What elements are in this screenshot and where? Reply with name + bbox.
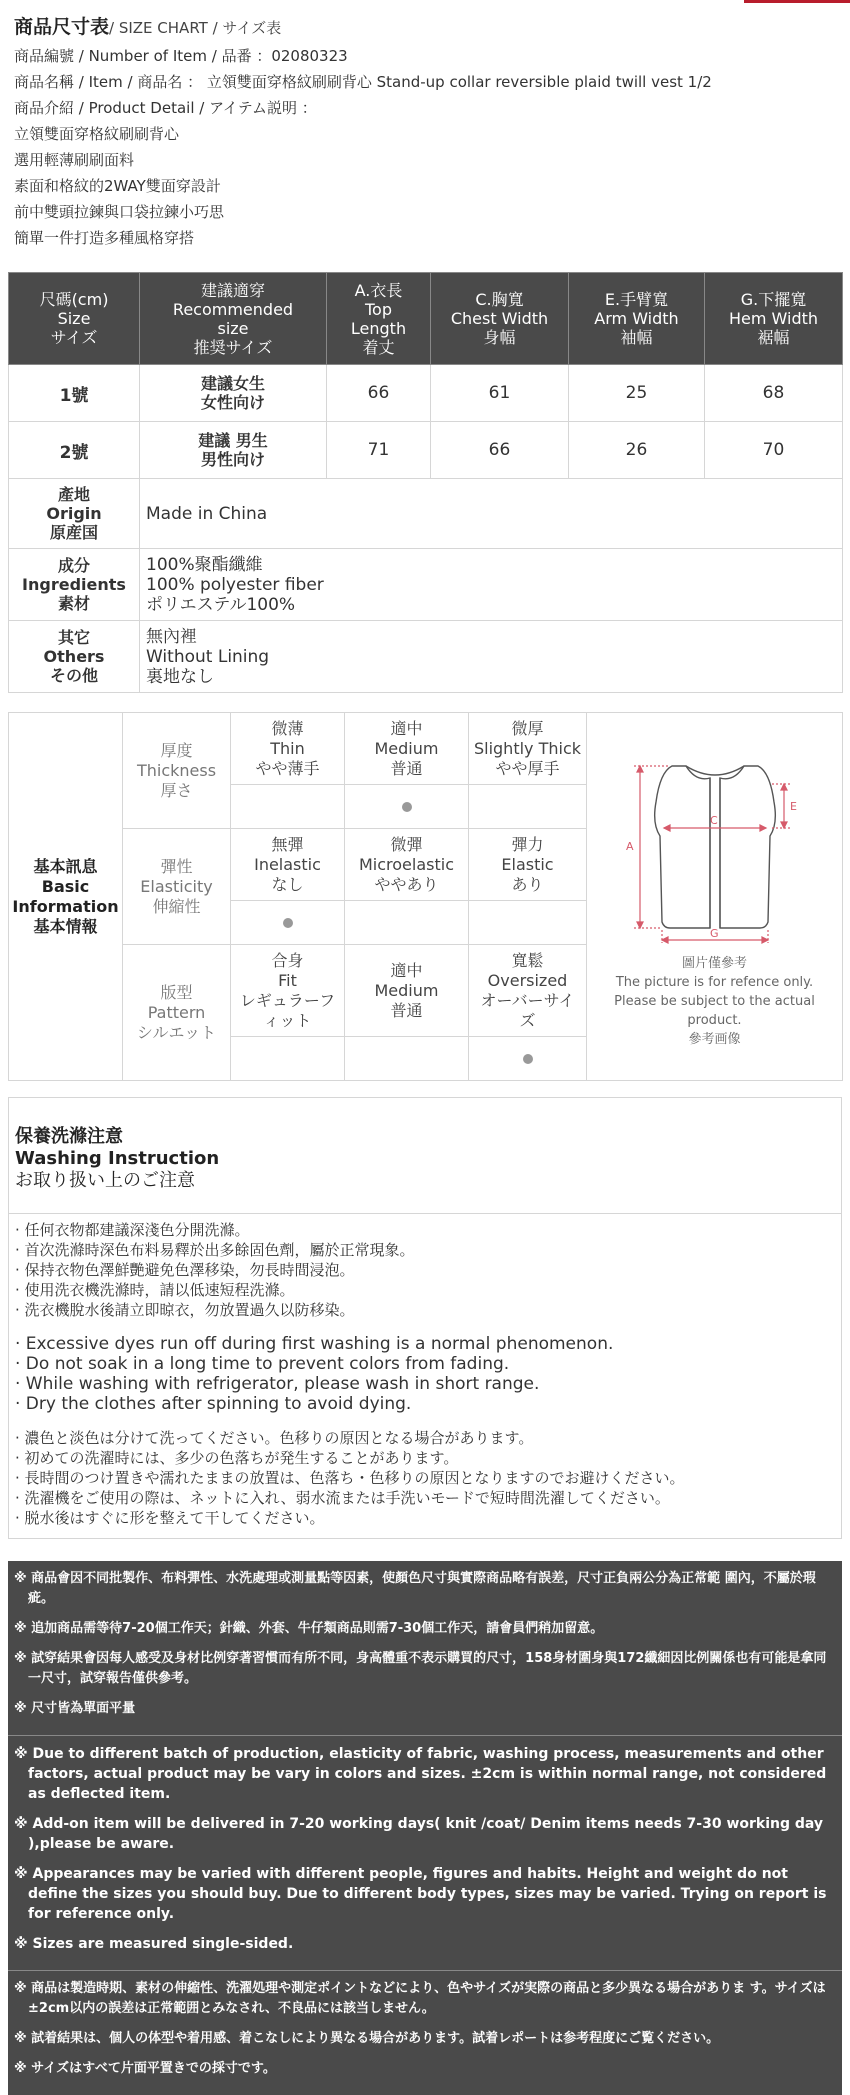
size-table [8,272,843,693]
note-item: ※ Appearances may be varied with different people, figures and habits. Height and weight do not define the sizes you should buy. Due to different body types, sizes may be varied. Trying on report is for reference only. [14,1866,827,1922]
others-row [9,621,843,693]
header-hem-width: G.下擺寬 Hem Width 裾幅 [705,273,843,365]
diagram-caption: 圖片僅參考 The picture is for refence only. Please be subject to the actual product. 參考画像 [614,956,815,1047]
header-top-length: A.衣長 Top Length 着丈 [327,273,431,365]
washing-ja [15,1428,841,1528]
indicator-cell [345,901,469,945]
elasticity-label: 彈性 Elasticity 伸縮性 [123,829,231,945]
top-length-cell: 66 [327,365,431,422]
selected-dot-icon [402,802,412,812]
basic-info-label: 基本訊息 Basic Information 基本情報 [9,713,123,1081]
list-item: · 洗衣機脫水後請立即晾衣，勿放置過久以防移染。 [15,1301,355,1319]
chest-width-cell: 61 [431,365,569,422]
ingredients-row [9,549,843,621]
size-table-header [9,273,843,365]
accent-bar [744,0,850,3]
detail-line: 前中雙頭拉鍊與口袋拉鍊小巧思 [14,203,225,221]
basic-info-table [8,712,843,1081]
notes-en [8,1736,842,1971]
arm-width-cell: 26 [569,422,705,479]
list-item: · 濃色と淡色は分けて洗ってください。色移りの原因となる場合があります。 [15,1429,534,1447]
note-item: ※ 商品は製造時期、素材の伸縮性、洗濯処理や測定ポイントなどにより、色やサイズが実際の商品と多少異なる場合がありま す。サイズは±2cm以内の誤差は正常範囲とみなされ、不良品には該当しません。 [14,1981,826,2016]
indicator-cell [231,901,345,945]
notes-ja [8,1971,842,2095]
label-e: E [789,800,797,813]
others-label: 其它 Others その他 [9,621,140,693]
detail-label: 商品介紹 / Product Detail / アイテム説明 ： [14,99,317,117]
label-g: G [709,927,719,940]
header-arm-width: E.手臂寬 Arm Width 袖幅 [569,273,705,365]
list-item: · 初めての洗濯時には、多少の色落ちが発生することがあります。 [15,1449,459,1467]
detail-line: 立領雙面穿格紋刷刷背心 [14,125,180,143]
list-item: · 任何衣物都建議深淺色分開洗滌。 [15,1221,250,1239]
label-c: C [709,814,718,827]
size-cell: 2號 [9,422,140,479]
detail-line: 選用輕薄刷刷面料 [14,151,135,169]
pattern-label: 版型 Pattern シルエット [123,945,231,1081]
hem-width-cell: 68 [705,365,843,422]
indicator-cell [469,1037,587,1081]
note-item: ※ 商品會因不同批製作、布料彈性、水洗處理或測量點等因素，使顏色尺寸與實際商品略有誤差，尺寸正負兩公分為正常範 圍內，不屬於瑕疵。 [14,1571,816,1606]
indicator-cell [345,1037,469,1081]
size-cell: 1號 [9,365,140,422]
chest-width-cell: 66 [431,422,569,479]
indicator-cell [469,901,587,945]
pattern-option-medium: 適中 Medium 普通 [345,945,469,1037]
header-chest-width: C.胸寬 Chest Width 身幅 [431,273,569,365]
thickness-option-thin: 微薄 Thin やや薄手 [231,713,345,785]
pattern-option-fit: 合身 Fit レギュラーフ ィット [231,945,345,1037]
selected-dot-icon [283,918,293,928]
list-item: · 長時間のつけ置きや濡れたままの放置は、色落ち・色移りの原因となりますのでお避けください。 [15,1469,685,1487]
note-item: ※ 試着結果は、個人の体型や着用感、着こなしにより異なる場合があります。試着レポートは参考程度にご覧ください。 [14,2031,720,2046]
indicator-cell [345,785,469,829]
origin-row [9,479,843,549]
list-item: · 脱水後はすぐに形を整えて干してください。 [15,1509,325,1527]
indicator-cell [469,785,587,829]
label-a: A [625,840,634,853]
item-name: 商品名稱 / Item / 商品名 ： 立領雙面穿格紋刷刷背心 Stand-up collar reversible plaid twill vest 1/2 [14,73,712,91]
product-header [14,12,844,251]
table-row [9,365,843,422]
others-value: 無內裡 Without Lining 裏地なし [140,621,843,693]
elasticity-option-micro: 微彈 Microelastic ややあり [345,829,469,901]
thickness-option-thick: 微厚 Slightly Thick やや厚手 [469,713,587,785]
top-length-cell: 71 [327,422,431,479]
note-item: ※ 尺寸皆為單面平量 [14,1701,136,1716]
detail-line: 簡單一件打造多種風格穿搭 [14,229,195,247]
vest-diagram-cell [587,713,843,1081]
indicator-cell [231,785,345,829]
note-item: ※ Sizes are measured single-sided. [14,1936,294,1952]
header-recommended: 建議適穿 Recommended size 推奨サイズ [140,273,327,365]
ingredients-value: 100%聚酯纖維 100% polyester fiber ポリエステル100% [140,549,843,621]
table-row [9,422,843,479]
detail-line: 素面和格紋的2WAY雙面穿設計 [14,177,221,195]
recommended-cell: 建議女生 女性向け [140,365,327,422]
recommended-cell: 建議 男生 男性向け [140,422,327,479]
indicator-cell [231,1037,345,1081]
arm-width-cell: 25 [569,365,705,422]
washing-zh [15,1220,841,1320]
list-item: · Dry the clothes after spinning to avoid dying. [15,1394,412,1414]
list-item: · 洗濯機をご使用の際は、ネットに入れ、弱水流または手洗いモードで短時間洗濯してください。 [15,1489,670,1507]
list-item: · While washing with refrigerator, please wash in short range. [15,1374,540,1394]
washing-title: 保養洗滌注意 Washing Instruction お取り扱い上のご注意 [9,1098,841,1214]
page-title: 商品尺寸表/ SIZE CHART / サイズ表 [14,16,282,38]
selected-dot-icon [523,1054,533,1064]
list-item: · 使用洗衣機洗滌時，請以低速短程洗滌。 [15,1281,295,1299]
list-item: · 首次洗滌時深色布料易釋於出多餘固色劑，屬於正常現象。 [15,1241,415,1259]
notes-section [8,1561,842,2095]
origin-value: Made in China [140,479,843,549]
list-item: · Excessive dyes run off during first washing is a normal phenomenon. [15,1334,614,1354]
washing-section [8,1097,842,1539]
pattern-option-oversized: 寬鬆 Oversized オーバーサイ ズ [469,945,587,1037]
note-item: ※ Due to different batch of production, elasticity of fabric, washing process, measurements and other factors, actual product may be vary in colors and sizes. ±2cm is within normal range, not considered as deflected item. [14,1746,827,1802]
note-item: ※ サイズはすべて片面平置きでの採寸です。 [14,2061,276,2076]
list-item: · Do not soak in a long time to prevent colors from fading. [15,1354,510,1374]
elasticity-option-inelastic: 無彈 Inelastic なし [231,829,345,901]
washing-en [15,1334,841,1414]
hem-width-cell: 70 [705,422,843,479]
origin-label: 產地 Origin 原産国 [9,479,140,549]
item-number: 商品編號 / Number of Item / 品番 ：02080323 [14,47,348,65]
note-item: ※ 追加商品需等待7-20個工作天；針織、外套、牛仔類商品則需7-30個工作天，請會員們稍加留意。 [14,1621,604,1636]
thickness-option-medium: 適中 Medium 普通 [345,713,469,785]
elasticity-option-elastic: 彈力 Elastic あり [469,829,587,901]
thickness-label: 厚度 Thickness 厚さ [123,713,231,829]
notes-zh [8,1561,842,1736]
vest-diagram [600,744,830,944]
note-item: ※ Add-on item will be delivered in 7-20 working days( knit /coat/ Denim items needs 7-30 working day ),please be aware. [14,1816,824,1852]
header-size: 尺碼(cm) Size サイズ [9,273,140,365]
note-item: ※ 試穿結果會因每人感受及身材比例穿著習慣而有所不同，身高體重不表示購買的尺寸，158身材圍身與172纖細因比例關係也有可能是拿同一尺寸，試穿報告僅供參考。 [14,1651,827,1686]
list-item: · 保持衣物色澤鮮艷避免色澤移染，勿長時間浸泡。 [15,1261,355,1279]
ingredients-label: 成分 Ingredients 素材 [9,549,140,621]
